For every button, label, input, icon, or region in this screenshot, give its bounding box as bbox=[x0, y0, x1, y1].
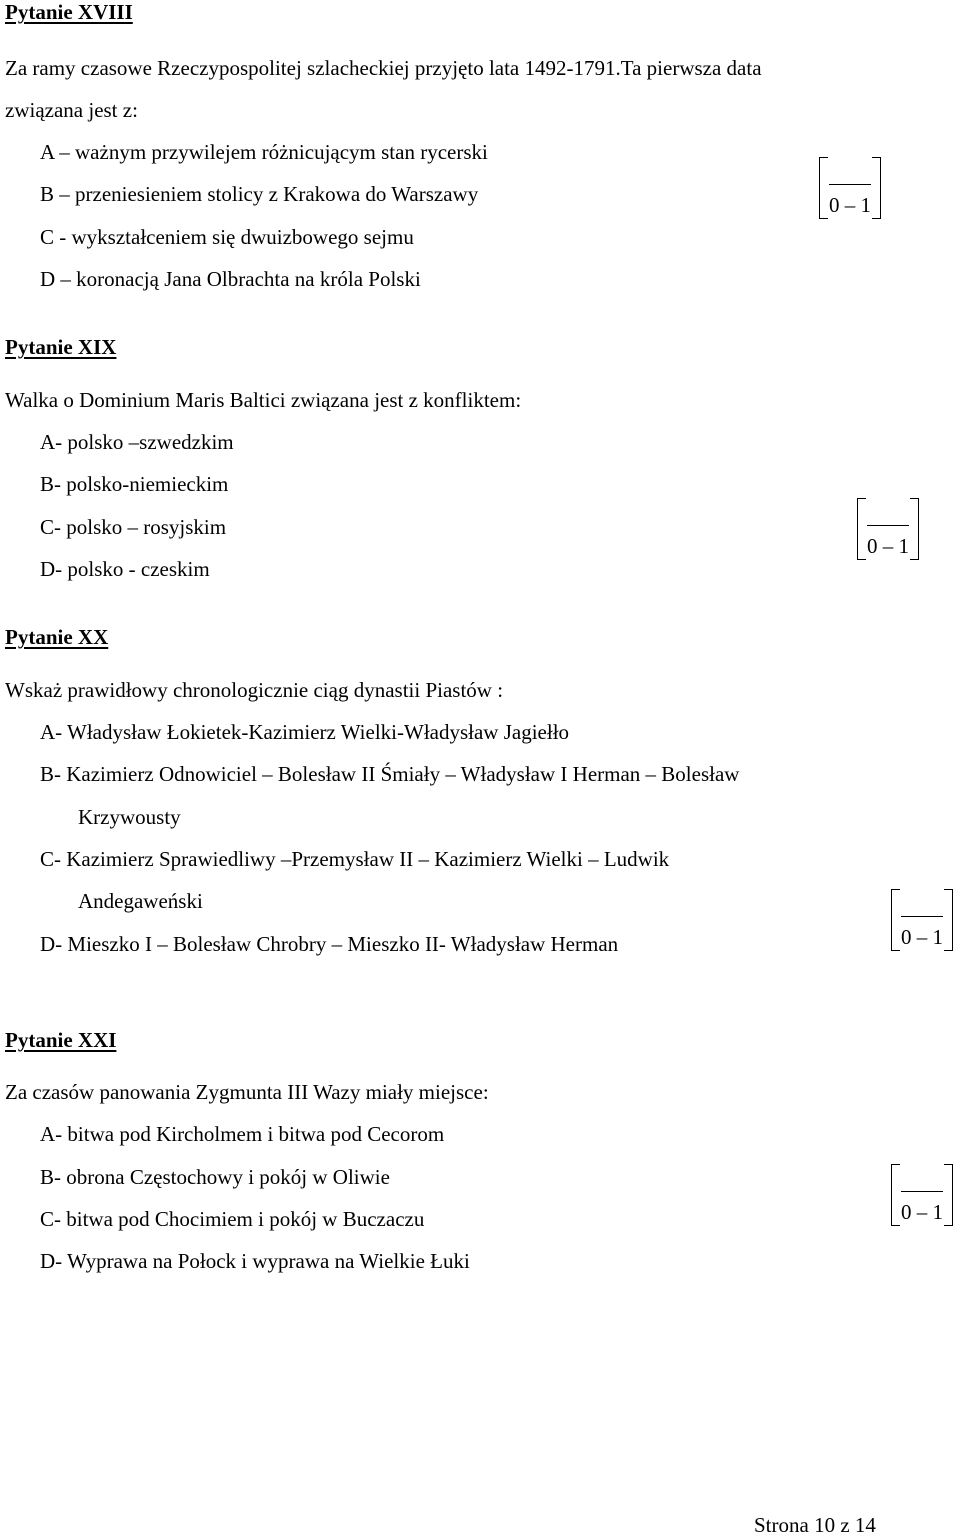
question-18-score: 0 – 1 bbox=[829, 193, 871, 217]
page-number: Strona 10 z 14 bbox=[754, 1513, 876, 1537]
question-19-option-d: D- polsko - czeskim bbox=[40, 557, 210, 581]
question-20-title: Pytanie XX bbox=[5, 625, 109, 649]
question-18-score-box bbox=[819, 157, 881, 219]
question-20-option-b: B- Kazimierz Odnowiciel – Bolesław II Śmiały – Władysław I Herman – Bolesław bbox=[40, 762, 740, 786]
question-20-option-d: D- Mieszko I – Bolesław Chrobry – Mieszko II- Władysław Herman bbox=[40, 932, 619, 956]
question-20-option-a: A- Władysław Łokietek-Kazimierz Wielki-Władysław Jagiełło bbox=[40, 720, 570, 744]
question-21-score: 0 – 1 bbox=[901, 1200, 943, 1224]
question-20-score: 0 – 1 bbox=[901, 925, 943, 949]
question-19-stem: Walka o Dominium Maris Baltici związana jest z konfliktem: bbox=[5, 388, 522, 412]
question-21-option-b: B- obrona Częstochowy i pokój w Oliwie bbox=[40, 1165, 390, 1189]
question-21-option-d: D- Wyprawa na Połock i wyprawa na Wielkie Łuki bbox=[40, 1249, 470, 1273]
question-19-option-b: B- polsko-niemieckim bbox=[40, 472, 229, 496]
question-20-option-c: C- Kazimierz Sprawiedliwy –Przemysław II – Kazimierz Wielki – Ludwik bbox=[40, 847, 670, 871]
question-20-score-box bbox=[891, 889, 953, 951]
question-19-option-c: C- polsko – rosyjskim bbox=[40, 515, 227, 539]
question-18-stem-line-1: Za ramy czasowe Rzeczypospolitej szlacheckiej przyjęto lata 1492-1791.Ta pierwsza data bbox=[5, 56, 762, 80]
question-21-option-c: C- bitwa pod Chocimiem i pokój w Buczaczu bbox=[40, 1207, 425, 1231]
question-20-stem: Wskaż prawidłowy chronologicznie ciąg dynastii Piastów : bbox=[5, 678, 504, 702]
question-21-stem: Za czasów panowania Zygmunta III Wazy miały miejsce: bbox=[5, 1080, 489, 1104]
question-19-score: 0 – 1 bbox=[867, 534, 909, 558]
question-21-score-box bbox=[891, 1164, 953, 1226]
question-21-title: Pytanie XXI bbox=[5, 1028, 117, 1052]
question-21-option-a: A- bitwa pod Kircholmem i bitwa pod Cecorom bbox=[40, 1122, 445, 1146]
question-18-option-b: B – przeniesieniem stolicy z Krakowa do Warszawy bbox=[40, 182, 479, 206]
question-18-title: Pytanie XVIII bbox=[5, 0, 133, 24]
question-19-title: Pytanie XIX bbox=[5, 335, 117, 359]
question-18-stem-line-2: związana jest z: bbox=[5, 98, 138, 122]
question-19-option-a: A- polsko –szwedzkim bbox=[40, 430, 234, 454]
question-18-option-d: D – koronacją Jana Olbrachta na króla Polski bbox=[40, 267, 421, 291]
question-19-score-box bbox=[857, 498, 919, 560]
question-18-option-c: C - wykształceniem się dwuizbowego sejmu bbox=[40, 225, 414, 249]
question-18-option-a: A – ważnym przywilejem różnicującym stan rycerski bbox=[40, 140, 488, 164]
question-20-option-b-continuation: Krzywousty bbox=[78, 805, 181, 829]
question-20-option-c-continuation: Andegaweński bbox=[78, 889, 203, 913]
